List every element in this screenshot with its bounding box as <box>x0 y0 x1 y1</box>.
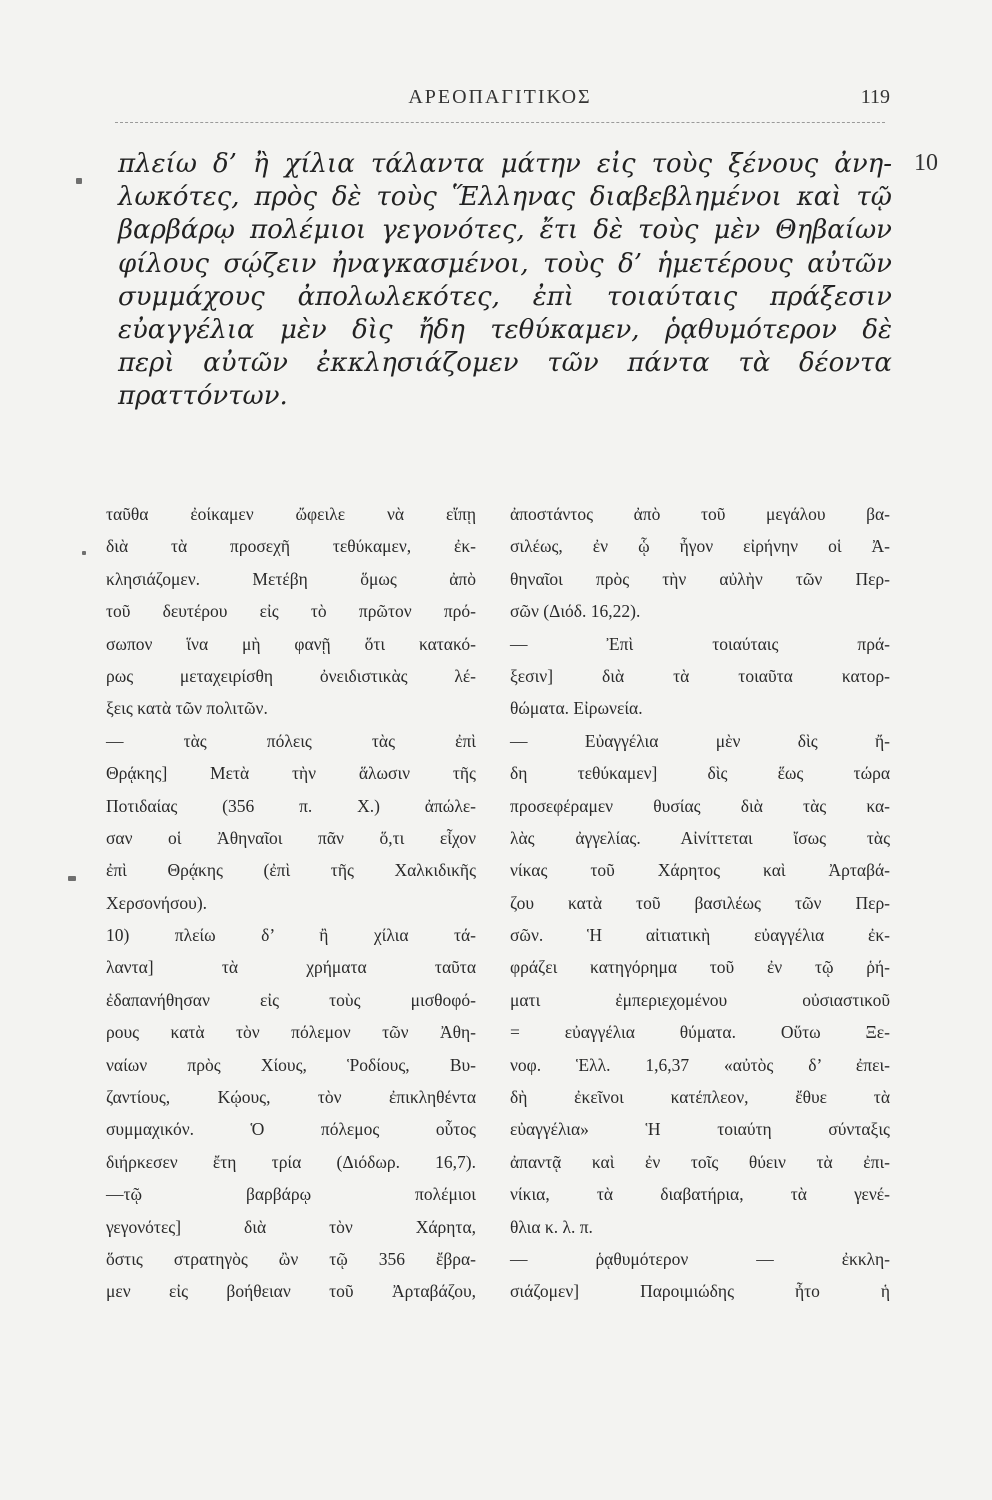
note-line: ζου κατὰ τοῦ βασιλέως τῶν Περ- <box>510 892 890 913</box>
note-line: ρως μεταχειρίσθη ὀνειδιστικὰς λέ- <box>106 665 476 686</box>
note-line: γεγονότες] διὰ τὸν Χάρητα, <box>106 1216 476 1237</box>
note-line: ξεις κατὰ τῶν πολιτῶν. <box>106 698 268 719</box>
note-line: λὰς ἀγγελίας. Αἰνίττεται ἴσως τὰς <box>510 827 890 848</box>
note-line: θηναῖοι πρὸς τὴν αὐλὴν τῶν Περ- <box>510 568 890 589</box>
note-line: ἀποστάντος ἀπὸ τοῦ μεγάλου βα- <box>510 504 890 524</box>
commentary-right-column <box>510 498 890 1308</box>
scan-speck <box>68 876 76 881</box>
note-line: σιλέως, ἐν ᾧ ἦγον εἰρήνην οἱ Ἀ- <box>510 536 890 557</box>
note-line: Ποτιδαίας (356 π. Χ.) ἀπώλε- <box>106 795 476 816</box>
main-greek-text <box>118 148 892 414</box>
note-line: συμμαχικόν. Ὁ πόλεμος οὗτος <box>106 1119 476 1140</box>
running-title: ΑΡΕΟΠΑΓΙΤΙΚΟΣ <box>408 86 592 108</box>
note-line: Χερσονήσου). <box>106 892 208 913</box>
note-line: διήρκεσεν ἔτη τρία (Διόδωρ. 16,7). <box>106 1151 476 1172</box>
note-line: ταῦθα ἐοίκαμεν ὤφειλε νὰ εἴπῃ <box>106 504 476 524</box>
main-text-line: πραττόντων. <box>118 381 288 412</box>
page-number: 119 <box>860 86 890 108</box>
note-line: νίκας τοῦ Χάρητος καὶ Ἀρταβά- <box>510 860 890 881</box>
main-text-line: πλείω δ’ ἢ χίλια τάλαντα μάτην εἰς τοὺς ξένους ἀνη- <box>118 149 892 179</box>
note-line: = εὐαγγέλια θύματα. Οὕτω Ξε- <box>510 1022 890 1043</box>
main-text-line: περὶ αὐτῶν ἐκκλησιάζομεν τῶν πάντα τὰ δέοντα <box>118 348 892 379</box>
note-line: ζαντίους, Κῴους, τὸν ἐπικληθέντα <box>106 1087 476 1108</box>
scan-speck <box>82 551 86 555</box>
note-line: φράζει κατηγόρημα τοῦ ἐν τῷ ῥή- <box>510 957 890 978</box>
header-rule <box>115 122 885 123</box>
note-line: ξεσιν] διὰ τὰ τοιαῦτα κατορ- <box>510 665 890 686</box>
note-line: διὰ τὰ προσεχῆ τεθύκαμεν, ἐκ- <box>106 536 476 557</box>
note-line: σαν οἱ Ἀθηναῖοι πᾶν ὅ,τι εἶχον <box>106 827 476 848</box>
note-line: θώματα. Εἰρωνεία. <box>510 698 643 719</box>
note-line: — ῥᾳθυμότερον — ἐκκλη- <box>510 1248 890 1269</box>
margin-line-number: 10 <box>914 150 938 176</box>
main-text-line: λωκότες, πρὸς δὲ τοὺς Ἕλληνας διαβεβλημένοι καὶ τῷ <box>118 182 892 213</box>
note-line: ἀπαντᾷ καὶ ἐν τοῖς θύειν τὰ ἐπι- <box>510 1151 890 1172</box>
note-line: ἐπὶ Θρᾴκης (ἐπὶ τῆς Χαλκιδικῆς <box>106 860 476 881</box>
note-line: λαντα] τὰ χρήματα ταῦτα <box>106 957 476 978</box>
scan-speck <box>76 178 82 184</box>
note-line: σῶν (Διόδ. 16,22). <box>510 601 641 622</box>
note-line: νοφ. Ἑλλ. 1,6,37 «αὐτὸς δ’ ἐπει- <box>510 1054 890 1075</box>
note-line: ρους κατὰ τὸν πόλεμον τῶν Ἀθη- <box>106 1022 476 1043</box>
note-line: εὐαγγέλια» Ἡ τοιαύτη σύνταξις <box>510 1119 890 1140</box>
note-line: σιάζομεν] Παροιμιώδης ἦτο ἡ <box>510 1281 890 1302</box>
main-text-line: εὐαγγέλια μὲν δὶς ἤδη τεθύκαμεν, ῥᾳθυμότερον δὲ <box>118 314 892 345</box>
note-line: νίκια, τὰ διαβατήρια, τὰ γενέ- <box>510 1184 890 1205</box>
note-line: Θρᾴκης] Μετὰ τὴν ἅλωσιν τῆς <box>106 763 476 784</box>
note-line: — τὰς πόλεις τὰς ἐπὶ <box>106 730 476 751</box>
note-line: μεν εἰς βοήθειαν τοῦ Ἀρταβάζου, <box>106 1281 476 1302</box>
commentary-left-column <box>106 498 476 1308</box>
note-line: — Εὐαγγέλια μὲν δὶς ἤ- <box>510 730 890 751</box>
note-line: δὴ ἐκεῖνοι κατέπλεον, ἔθυε τὰ <box>510 1087 890 1108</box>
note-line: ὅστις στρατηγὸς ὢν τῷ 356 ἔβρα- <box>106 1248 476 1269</box>
note-line: 10) πλείω δ’ ἢ χίλια τά- <box>106 925 476 946</box>
page-header <box>110 86 890 116</box>
note-line: θλια κ. λ. π. <box>510 1216 593 1237</box>
note-line: σῶν. Ἡ αἰτιατικὴ εὐαγγέλια ἐκ- <box>510 925 890 946</box>
main-text-line: φίλους σῴζειν ἠναγκασμένοι, τοὺς δ’ ἡμετέρους αὐτῶν <box>118 248 892 279</box>
main-text-line: βαρβάρῳ πολέμιοι γεγονότες, ἔτι δὲ τοὺς μὲν Θηβαίων <box>118 215 892 246</box>
main-text-line: συμμάχους ἀπολωλεκότες, ἐπὶ τοιαύταις πράξεσιν <box>118 281 892 312</box>
note-line: σωπον ἵνα μὴ φανῇ ὅτι κατακό- <box>106 633 476 654</box>
note-line: ναίων πρὸς Χίους, Ῥοδίους, Βυ- <box>106 1054 476 1075</box>
note-line: δη τεθύκαμεν] δὶς ἕως τώρα <box>510 763 890 784</box>
note-line: — Ἐπὶ τοιαύταις πρά- <box>510 633 890 654</box>
note-line: —τῷ βαρβάρῳ πολέμιοι <box>106 1184 476 1205</box>
note-line: τοῦ δευτέρου εἰς τὸ πρῶτον πρό- <box>106 601 476 622</box>
note-line: ἐδαπανήθησαν εἰς τοὺς μισθοφό- <box>106 989 476 1010</box>
note-line: προσεφέραμεν θυσίας διὰ τὰς κα- <box>510 795 890 816</box>
note-line: ματι ἐμπεριεχομένου οὐσιαστικοῦ <box>510 989 890 1010</box>
note-line: κλησιάζομεν. Μετέβη ὅμως ἀπὸ <box>106 568 476 589</box>
